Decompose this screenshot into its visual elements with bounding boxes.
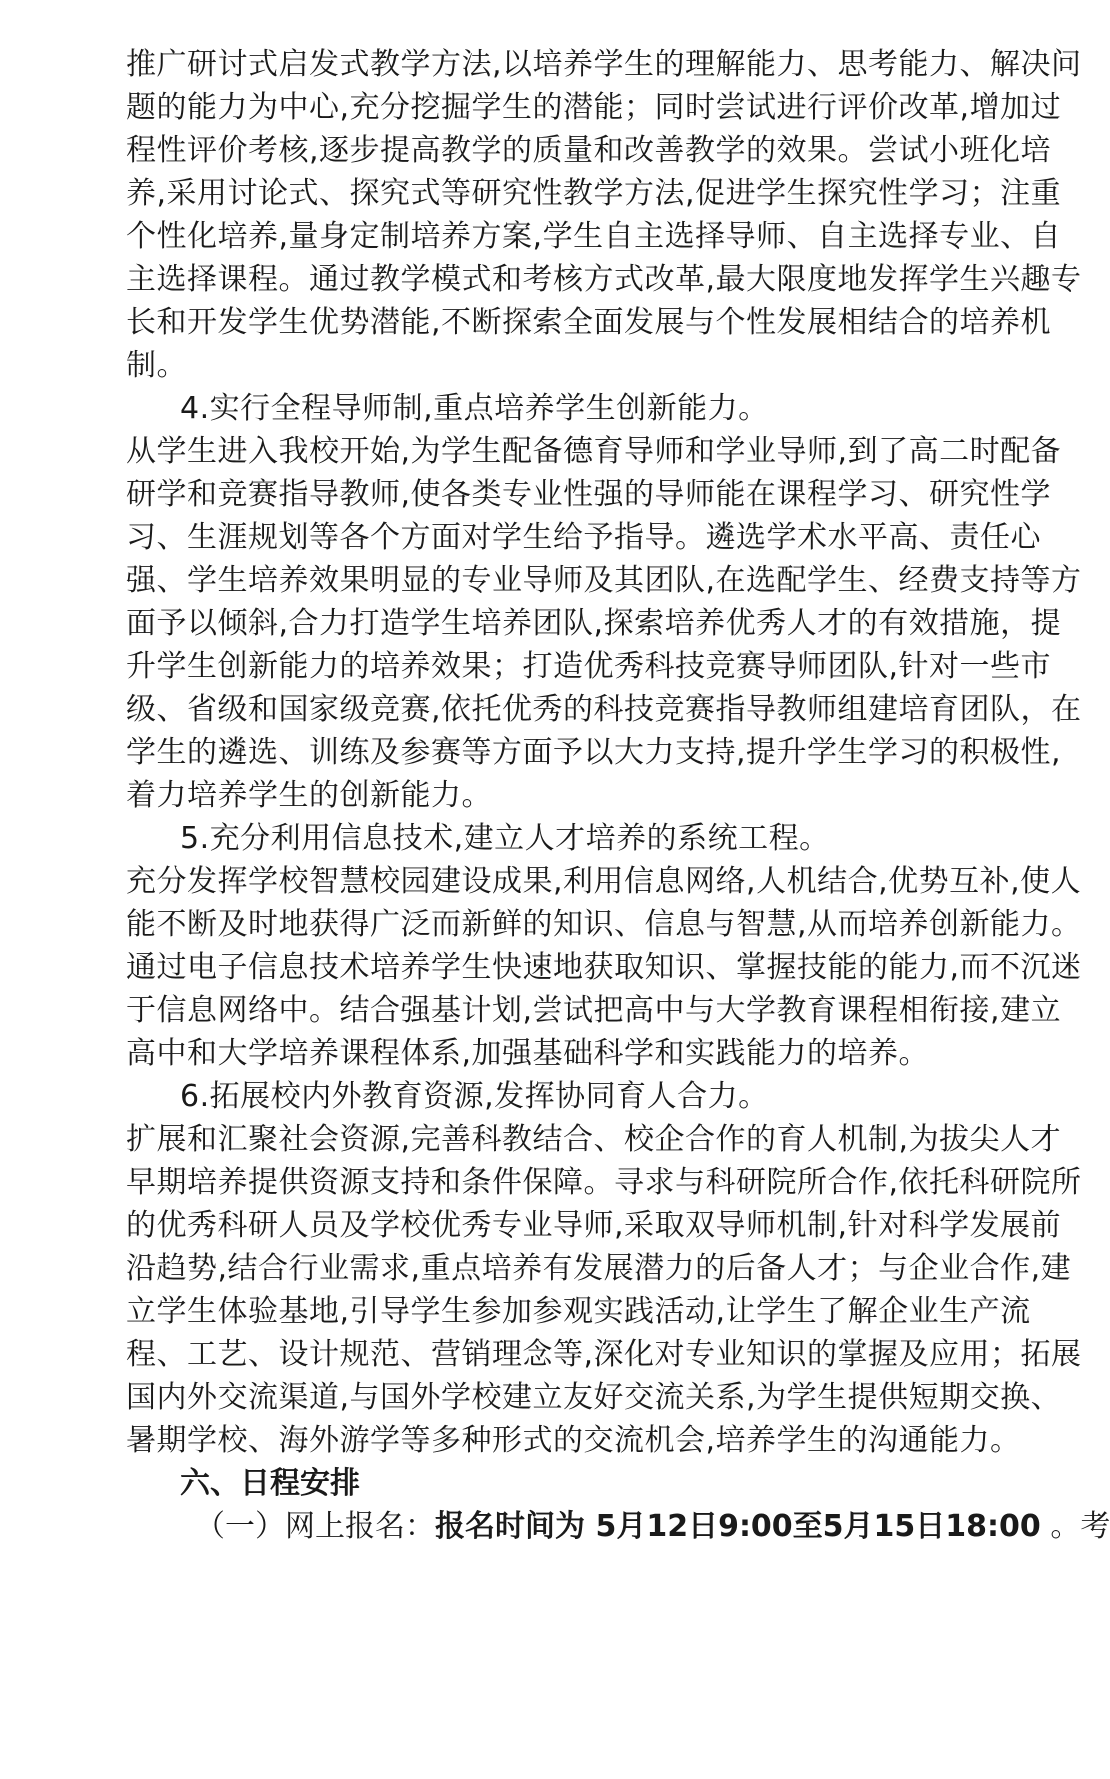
registration-suffix: 。考	[1040, 1509, 1110, 1544]
text-line: 制。	[126, 348, 187, 383]
text-line: 早期培养提供资源支持和条件保障。寻求与科研院所合作,依托科研院所	[126, 1165, 1082, 1200]
text-line: 沿趋势,结合行业需求,重点培养有发展潜力的后备人才；与企业合作,建	[126, 1251, 1072, 1286]
registration-time: 报名时间为 5月12日9:00至5月15日18:00	[435, 1509, 1041, 1544]
text-line: 级、省级和国家级竞赛,依托优秀的科技竞赛指导教师组建培育团队，在	[126, 692, 1082, 727]
text-line: 程性评价考核,逐步提高教学的质量和改善教学的效果。尝试小班化培	[126, 133, 1052, 168]
text-line: 程、工艺、设计规范、营销理念等,深化对专业知识的掌握及应用；拓展	[126, 1337, 1082, 1372]
text-line: 充分发挥学校智慧校园建设成果,利用信息网络,人机结合,优势互补,使人	[126, 864, 1082, 899]
text-line: 的优秀科研人员及学校优秀专业导师,采取双导师机制,针对科学发展前	[126, 1208, 1062, 1243]
text-line: 扩展和汇聚社会资源,完善科教结合、校企合作的育人机制,为拔尖人才	[126, 1122, 1062, 1157]
text-line: 于信息网络中。结合强基计划,尝试把高中与大学教育课程相衔接,建立	[126, 993, 1062, 1028]
text-line: 长和开发学生优势潜能,不断探索全面发展与个性发展相结合的培养机	[126, 305, 1052, 340]
text-line: 从学生进入我校开始,为学生配备德育导师和学业导师,到了高二时配备	[126, 434, 1062, 469]
text-line: 研学和竞赛指导教师,使各类专业性强的导师能在课程学习、研究性学	[126, 477, 1052, 512]
text-line: 能不断及时地获得广泛而新鲜的知识、信息与智慧,从而培养创新能力。	[126, 907, 1082, 942]
text-line: 立学生体验基地,引导学生参加参观实践活动,让学生了解企业生产流	[126, 1294, 1031, 1329]
text-line: 升学生创新能力的培养效果；打造优秀科技竞赛导师团队,针对一些市	[126, 649, 1052, 684]
registration-prefix: （一）网上报名：	[195, 1509, 435, 1544]
text-line: 强、学生培养效果明显的专业导师及其团队,在选配学生、经费支持等方	[126, 563, 1082, 598]
text-line: 习、生涯规划等各个方面对学生给予指导。遴选学术水平高、责任心	[126, 520, 1041, 555]
text-line: 养,采用讨论式、探究式等研究性教学方法,促进学生探究性学习；注重	[126, 176, 1062, 211]
text-line: 暑期学校、海外游学等多种形式的交流机会,培养学生的沟通能力。	[126, 1423, 1021, 1458]
registration-line	[195, 1507, 1110, 1547]
text-line: 面予以倾斜,合力打造学生培养团队,探索培养优秀人才的有效措施，提	[126, 606, 1062, 641]
text-line: 推广研讨式启发式教学方法,以培养学生的理解能力、思考能力、解决问	[126, 47, 1082, 82]
text-line: 个性化培养,量身定制培养方案,学生自主选择导师、自主选择专业、自	[126, 219, 1062, 254]
text-line: 通过电子信息技术培养学生快速地获取知识、掌握技能的能力,而不沉迷	[126, 950, 1082, 985]
item-5-title: 5.充分利用信息技术,建立人才培养的系统工程。	[180, 821, 830, 856]
text-line: 高中和大学培养课程体系,加强基础科学和实践能力的培养。	[126, 1036, 930, 1071]
item-6-title: 6.拓展校内外教育资源,发挥协同育人合力。	[180, 1079, 769, 1114]
text-line: 学生的遴选、训练及参赛等方面予以大力支持,提升学生学习的积极性,	[126, 735, 1062, 770]
text-line: 国内外交流渠道,与国外学校建立友好交流关系,为学生提供短期交换、	[126, 1380, 1062, 1415]
section-heading: 六、日程安排	[180, 1466, 360, 1501]
text-line: 着力培养学生的创新能力。	[126, 778, 492, 813]
text-line: 主选择课程。通过教学模式和考核方式改革,最大限度地发挥学生兴趣专	[126, 262, 1082, 297]
item-4-title: 4.实行全程导师制,重点培养学生创新能力。	[180, 391, 769, 426]
text-line: 题的能力为中心,充分挖掘学生的潜能；同时尝试进行评价改革,增加过	[126, 90, 1062, 125]
